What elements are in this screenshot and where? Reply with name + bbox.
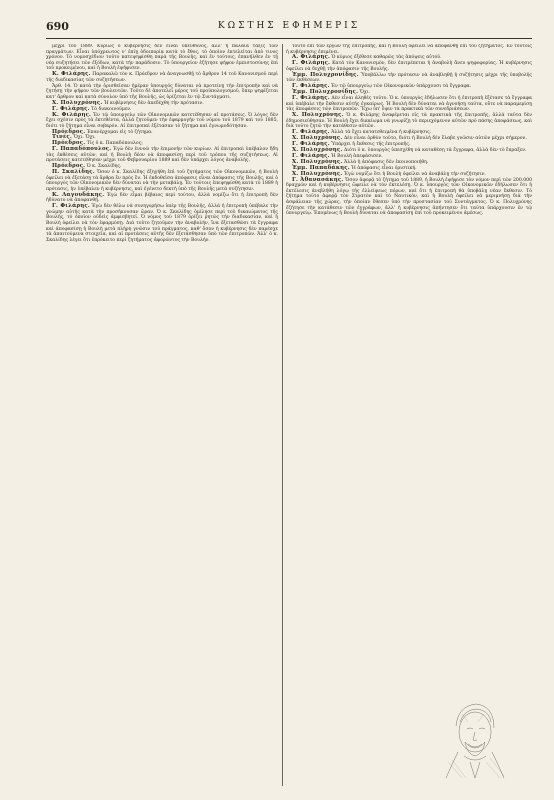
paragraph-text: Ἐν τῷ ὑπουργείῳ τῶν Οἰκονομικῶν ὑπάρχουσι τὰ ἔγγραφα. <box>331 84 472 90</box>
paragraph-text: Δὲν εἶναι ὀρθὸν τοῦτο, διότι ἡ Βουλὴ δὲν ἔλαβε γνῶσιν αὐτῶν μέχρι σήμερον. <box>343 136 527 142</box>
speaker-name: Χ. Πολυχρόνης. <box>292 147 343 154</box>
speaker-name: Γ. Ἀθανασάκης. <box>292 176 344 183</box>
speaker-name: Γ. Φιλάρης. <box>292 153 330 160</box>
paragraph-text: τοῦτο ἐπὶ τῶν ἔργων τῆς ἐπιτροπῆς, καὶ ἡ Βουλὴ ὀφείλει νὰ ἀποφανθῇ ἐπὶ τοῦ ζητήματος. Ἐν τούτοις ἡ κυβέρνησις ἐπιμένει. <box>286 44 532 55</box>
paragraph-text: Ἐγὼ δὲν θέλω νὰ συνηγορήσω ὑπὲρ τῆς Βουλῆς, ἀλλὰ ἡ ἐπιτροπὴ ὑπέβαλε τὴν γνώμην αὐτῆς κατὰ τὴν προσήκουσαν ὥραν. Ὁ κ. Σκαλίδης ὁμίλησε περὶ τοῦ δικαιώματος τῆς Βουλῆς, τὸ ὁποῖον οὐδεὶς ἀμφισβητεῖ. Ὁ νόμος τοῦ 1879 ὁρίζει ῥητῶς τὴν διαδικασίαν, καὶ ἡ Βουλὴ ὀφείλει νὰ τὸν ἐφαρμόσῃ. Διὰ τοῦτο ζητοῦμεν τὴν ἀναβολήν, ἵνα ἐξετασθῶσι τὰ ἔγγραφα καὶ ἀποφασίσῃ ἡ Βουλὴ μετὰ πλήρη γνῶσιν τοῦ πράγματος, καθ' ὅσον ἡ κυβέρνησις δὲν παρέσχε τὰ ἀπαιτούμενα στοιχεῖα, καὶ αἱ προτάσεις αὐτῆς δὲν ἐξετάσθησαν ὑπὸ τῶν ἐπιτροπῶν. Ἀλλ' ὁ κ. Σκαλίδης λέγει ὅτι ἐπρόκειτο περὶ ζητήματος ἀφορῶντος τὴν Βουλήν. <box>46 204 278 243</box>
speaker-name: Χ. Πολυχρόνης. <box>292 159 343 166</box>
paragraph <box>46 84 278 101</box>
paragraph <box>286 96 532 113</box>
paragraph-text: Ὁ κ. Φιλάρης ἀναφέρεται εἰς τὰ πρακτικὰ τῆς ἐπιτροπῆς, ἀλλὰ ταῦτα δὲν ἐδημοσιεύθησαν. Ἡ Βουλὴ ἔχει δικαίωμα νὰ γνωρίζῃ τὸ περιεχόμενον αὐτῶν πρὸ πάσης ἀποφάσεως, καὶ διὰ τοῦτο ζητῶ τὴν κατάθεσιν αὐτῶν. <box>286 113 532 130</box>
paragraph <box>46 72 278 83</box>
paragraph <box>46 170 278 192</box>
speaker-name: Ἐμμ. Πολυχρονίδης. <box>292 71 359 78</box>
speaker-name: Α. Φιλάρης. <box>292 54 331 61</box>
paragraph-text: Ὑποβάλλω τὴν πρότασιν νὰ ἀναβληθῇ ἡ συζήτησις μέχρι τῆς ὑποβολῆς τῶν ἐκθέσεων. <box>286 72 532 84</box>
paragraph <box>46 113 278 130</box>
speaker-name: Γ. Φιλάρης. <box>52 105 90 112</box>
page-header <box>46 20 532 39</box>
speaker-name: Χ. Πολυχρόνης. <box>292 112 344 119</box>
speaker-name: Πρόεδρος. <box>52 140 86 147</box>
left-column <box>46 44 278 786</box>
paragraph <box>286 113 532 130</box>
paragraph-text: Ἡ Βουλὴ ἀπεφάσισεν. <box>331 154 383 160</box>
paragraph-text: Ὄχι. Ὄχι. <box>73 135 96 141</box>
paragraph-text: Ἐπανέρχομαι εἰς τὸ ζήτημα. <box>86 129 153 135</box>
paragraph-text: Ὁ κ. Σκαλίδης. <box>86 164 122 170</box>
speaker-name: Γ. Παπαδόπουλος. <box>52 146 112 153</box>
paragraph <box>46 204 278 243</box>
portrait-illustration <box>434 692 514 780</box>
page-number: 690 <box>46 20 69 33</box>
paragraph-text: Ἐγὼ νομίζω ὅτι ἡ Βουλὴ ὀφείλει νὰ ἀναβάλῃ τὴν συζήτησιν. <box>343 171 486 177</box>
speaker-name: Πρόεδρος. <box>52 163 86 170</box>
speaker-name: Ἐμμ. Πολυχρονίδης. <box>292 89 359 96</box>
speaker-name: Χ. Πολυχρόνης. <box>292 170 343 177</box>
paragraph-text: Ἀλλὰ ἡ ἀπόφασις δὲν ἐκοινοποιήθη. <box>343 160 429 166</box>
paragraph <box>46 147 278 164</box>
paragraph-text: μέχρι τοῦ 1889. Κυρίως ὁ κυβέρνησις δὲν εἶναι ὑπεύθυνος, ἀλλ' ἡ παλαιὰ τάξις τῶν πραγμάτων. Εἶναι ὑπόχρεωτος ν' ἐπίῃ ὁδοιπορίᾳ κατὰ τὸ ἔθος, τὸ ὁποῖον ἐκτελεῖται ἀπὸ τινος χρόνου. Τὸ νομοσχέδιον τοῦτο κατεψηφίσθη παρὰ τῆς Βουλῆς, καὶ ἐν τούτοις, ἐπανήλθεν ἐν τῇ νέᾳ συζητήσει τῶν ἐξόδων, κατὰ τὴν παράδοσιν. Τὸ ὑπουργεῖον ἐζήτησε ψήφον ἐμπιστοσύνης ἐπὶ τοῦ προκειμένου, καὶ ἡ Βουλὴ ἐψήφισεν. <box>46 44 278 72</box>
speaker-name: Χ. Πολυχρόνης. <box>292 135 343 142</box>
speaker-name: Π. Σκαλίδης. <box>52 169 95 176</box>
paragraph-text: Ὑπάρχει ἡ ἔκθεσις τῆς ἐπιτροπῆς. <box>331 142 411 148</box>
paragraph <box>286 178 532 217</box>
paragraph-text: Κατὰ τὸν Κανονισμὸν, δὲν ἐπιτρέπεται ἡ ἀναβολὴ ἄνευ ψηφοφορίας. Ἡ κυβέρνησις ὀφείλει νὰ δεχθῇ τὴν ἀπόφασιν τῆς Βουλῆς. <box>286 61 532 72</box>
paragraph-text: Παρακαλῶ τὸν κ. Πρόεδρον νὰ ἀναγνωσθῇ τὸ ἄρθρον 14 τοῦ Κανονισμοῦ περὶ τῆς διαδικασίας τῶν συζητήσεων. <box>46 72 278 83</box>
speaker-name: Γ. Φιλάρης. <box>292 95 330 102</box>
portrait-engraving <box>434 692 514 780</box>
speaker-name: Χ. Πολυχρόνης. <box>52 99 103 106</box>
column-divider <box>282 44 283 786</box>
speaker-name: Γ. Φιλάρης. <box>292 129 330 136</box>
speaker-name: Κ. Λαγουδάκης. <box>52 191 105 198</box>
paragraph-text: Ἀλλὰ τὰ ἔχει κατατεθειμένα ἡ κυβέρνησις. <box>331 130 432 136</box>
paragraph-text: Δὲν εἶναι ἀληθὲς τοῦτο. Ὁ κ. ὑπουργὸς ἐδήλωσεν ὅτι ἡ ἐπιτροπὴ ἐξέτασε τὰ ἔγγραφα καὶ ὑπέβαλε τὴν ἔκθεσιν αὐτῆς ἐγκαίρως. Ἡ Βουλὴ δὲν δύναται νὰ ἀγνοήσῃ ταῦτα, οὔτε νὰ παραμερίσῃ τὰς ἀποφάσεις τῶν ἐπιτροπῶν. Ἔχω ὑπ' ὄψιν τὰ πρακτικὰ τῶν συνεδριάσεων. <box>286 96 532 113</box>
speaker-name: Γ. Φιλάρης. <box>292 141 330 148</box>
paragraph-text: Ἡ ἀπόφασις εἶναι ὁριστική. <box>351 165 417 171</box>
speaker-name: Ἐμμ. Παπαδάκης. <box>292 164 350 171</box>
paragraph <box>286 61 532 72</box>
speaker-name: Κ. Φιλάρης. <box>52 111 92 118</box>
right-column <box>286 44 532 786</box>
paragraph-text: Ἐν τῷ ὑπουργείῳ τῶν Οἰκονομικῶν κατετέθησαν αἱ προτάσεις. Ὁ λόγος δὲν ἔχει σχέσιν πρὸς τὰ ἐκτεθέντα, ἀλλὰ ζητοῦμεν τὴν ἐφαρμογὴν τοῦ νόμου τοῦ 1879 καὶ τοῦ 1885, διότι τὸ ζήτημα εἶναι σοβαρόν. Αἱ ἐπιτροπαὶ ἐξέτασαν τὸ ζήτημα καὶ ἐγνωμοδότησαν. <box>46 112 278 129</box>
paragraph <box>46 44 278 72</box>
speaker-name: Πρόεδρος. <box>52 128 86 135</box>
speaker-name: Γ. Φιλάρης. <box>292 83 330 90</box>
speaker-name: Γ. Φιλάρης. <box>52 203 90 210</box>
paragraph-text: Ἡ κυβέρνησις δὲν ἀπεδέχθη τὴν πρότασιν. <box>103 100 204 106</box>
paragraph-text: Ὄχι. <box>359 90 370 96</box>
paragraph-text: Ὅσον ὁ κ. Σκαλίδης ἐξηγήθη ἐπὶ τοῦ ζητήματος τῶν Οἰκονομικῶν, ἡ Βουλὴ ὀφείλει νὰ ἐξετάσῃ τὰ ἄρθρα ἓν πρὸς ἓν. Ἡ ἐκδοθεῖσα ἀπόφασις εἶναι ἀπόφασις τῆς Βουλῆς, καὶ ὁ ὑπουργὸς τῶν Οἰκονομικῶν δὲν δύναται νὰ τὴν μεταβάλῃ. Ἐν τούτοις ἐπεψηφίσθη κατὰ τὸ 1889 ἡ πρότασις, ἡν ὑπέβαλεν ἡ κυβέρνησις, καὶ ἐγένετο δεκτὴ ὑπὸ τῆς Βουλῆς μετὰ συζήτησιν. <box>46 170 278 192</box>
paragraph-text: Τὸ διακοινοῦμεν. <box>91 106 132 112</box>
speaker-name: Κ. Φιλάρης. <box>52 71 91 78</box>
speaker-name: Τινές. <box>52 134 72 141</box>
speaker-name: Γ. Φιλάρης. <box>292 60 331 67</box>
paragraph-text: Τίς ὁ κ. Παπαδόπουλος; <box>86 141 143 147</box>
paragraph-text: Ἐγὼ δὲν εἶμαι βέβαιος περὶ τούτου, ἀλλὰ νομίζω ὅτι ἡ ἐπιτροπὴ δὲν ἠδύνατο νὰ ἀποφανθῇ. <box>46 192 278 204</box>
paragraph-text: Διότι ὁ κ. ὑπουργὸς ὑπεσχέθη νὰ καταθέσῃ τὰ ἔγγραφα, ἀλλὰ δὲν τὸ ἔπραξεν. <box>343 148 527 154</box>
paragraph-text: Ὁ κύριος ἐξέθεσε καθαρῶς τὰς ἀπόψεις αὐτοῦ. <box>331 55 442 61</box>
newspaper-title: ΚΩΣΤΗΣ ΕΦΗΜΕΡΙΣ <box>217 21 361 31</box>
paragraph-text: Ἄρθ. 14. Ὁ κατὰ τὴν ὁρισθεῖσαν ἡμέραν ὑπουργός δύναται νὰ προτείνῃ τὴν ἐπιτροπὴν καὶ νὰ ζητήσῃ τὴν ψήφον τῶν βουλευτῶν. Τοῦτο δὲ ἀποτελεῖ μέρος τοῦ προϋπολογισμοῦ, ὅπερ ψηφίζεται κατ' ἄρθρον καὶ κατὰ σύνολον ὑπὸ τῆς Βουλῆς, ὡς ὁρίζεται ἐν τῷ Συντάγματι. <box>46 83 278 100</box>
paragraph-text: Ὅσον ἀφορᾷ τὸ ζήτημα τοῦ 1889, ἡ Βουλὴ ἐψήφισε τὸν νόμον περὶ τῶν 200.000 δραχμῶν καὶ ἡ κυβέρνησις ὤφειλε νὰ τὸν ἐκτελέσῃ. Ὁ κ. ὑπουργὸς τῶν Οἰκονομικῶν ἐδήλωσεν ὅτι ἡ ἐκτέλεσις ἀνεβλήθη λόγῳ τῆς ἐλλείψεως πόρων, καὶ ὅτι ἡ ἐπιτροπὴ θὰ ὑποβάλῃ νέαν ἔκθεσιν. Τὸ ζήτημα τοῦτο ἀφορᾷ τὸν Στρατὸν καὶ τὸ Ναυτικὸν, καὶ ἡ Βουλὴ ὀφείλει νὰ μεριμνήσῃ διὰ τὴν ἀσφάλειαν τῆς χώρας, τὴν ὁποίαν ἔθεσεν ὑπὸ τὴν προστασίαν τοῦ Συντάγματος. Ὁ κ. Πολυχρόνης ἐζήτησε τὴν κατάθεσιν τῶν ἐγγράφων, ἀλλ' ἡ κυβέρνησις ἀπήντησεν ὅτι ταῦτα ὑπάρχουσιν ἐν τῷ ὑπουργείῳ. Ἑπομένως ἡ Βουλὴ δύναται νὰ ἀποφασίσῃ ἐπὶ τοῦ προκειμένου ἀμέσως. <box>286 177 532 217</box>
paragraph-text: Ἐγὼ δὲν ἐννοῶ τὴν ἐπιμονὴν τῶν κυρίων. Αἱ ἐπιτροπαὶ ὑπέβαλον ἤδη τὰς ἐκθέσεις αὐτῶν, καὶ ἡ Βουλὴ δέον νὰ ἀποφασίσῃ περὶ τοῦ τρόπου τῆς συζητήσεως. Αἱ προτάσεις κατετέθησαν μέχρι τοῦ Φεβρουαρίου 1889 καὶ δὲν ὑπάρχει λόγος ἀναβολῆς. <box>46 147 278 164</box>
